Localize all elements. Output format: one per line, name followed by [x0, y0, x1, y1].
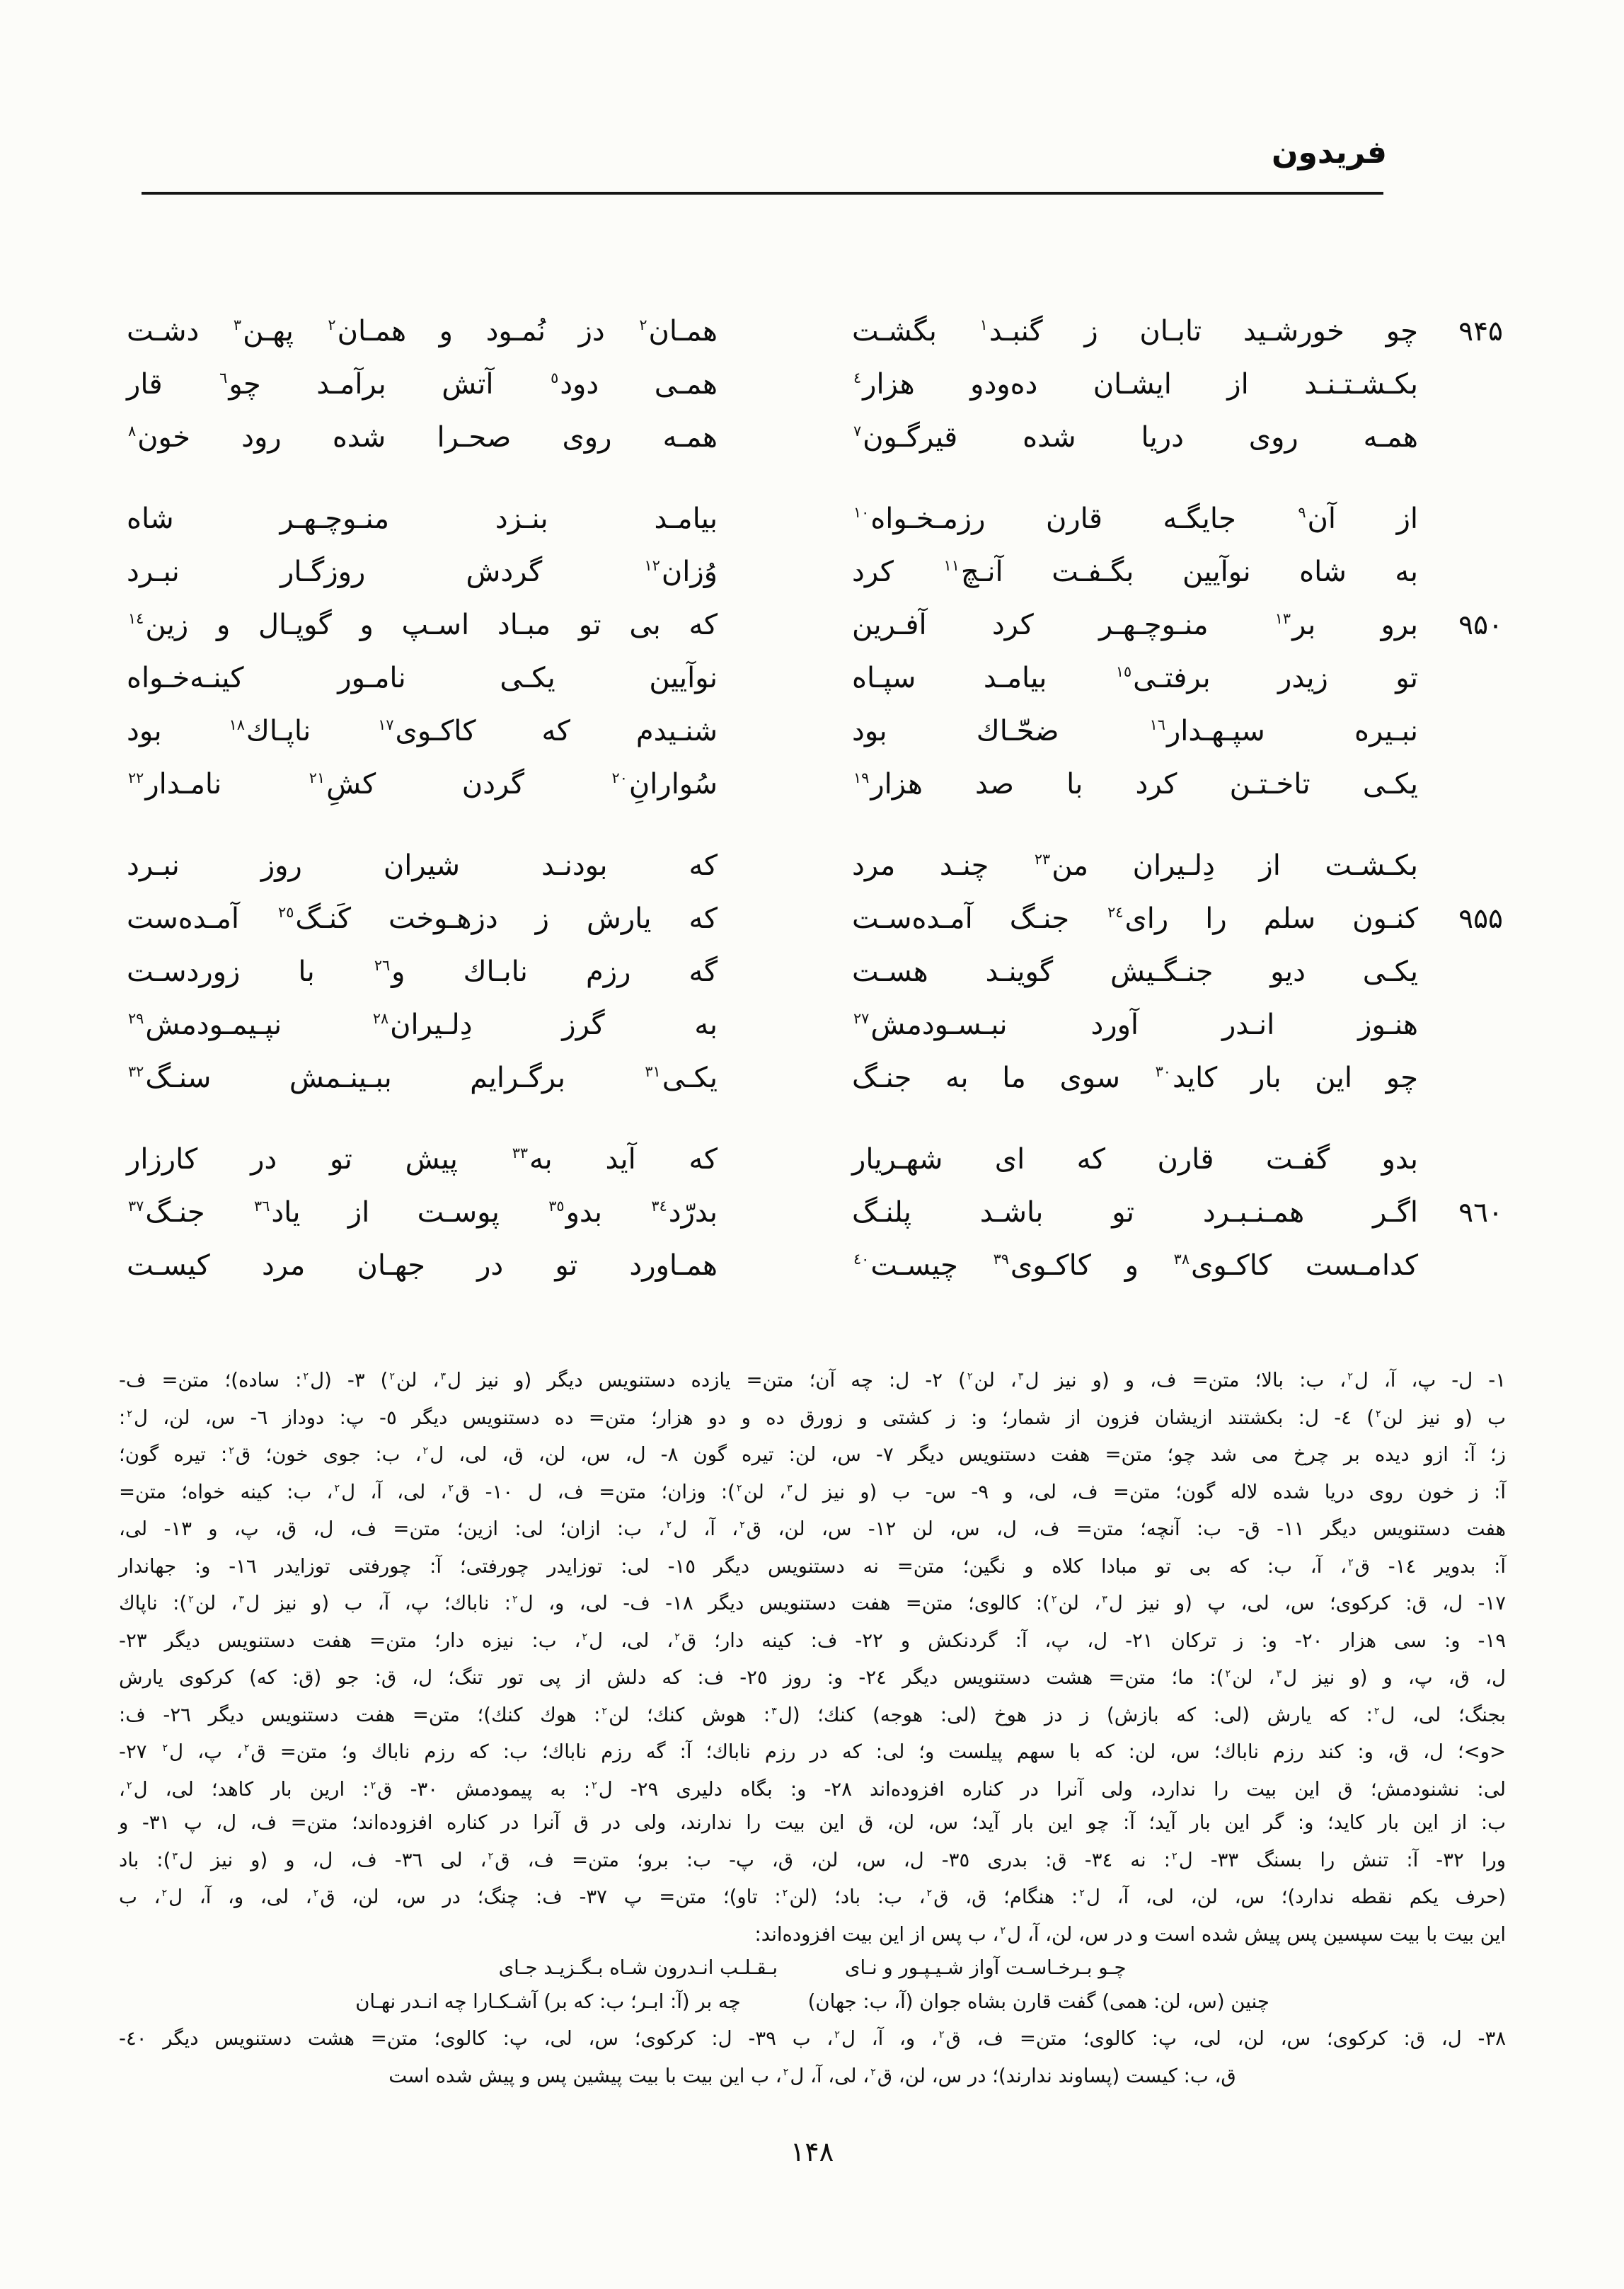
footnote-ref: ٢: [739, 1520, 745, 1531]
footnote-ref: ٢: [389, 1371, 396, 1382]
hemistich-right: کنـون سلم را رای$^{٢٤}$ جنـگ آمـده‌سـت: [852, 902, 1419, 935]
footnote-ref: ٤٠: [853, 1251, 870, 1268]
footnote-ref: ٢: [1051, 1594, 1057, 1605]
hemistich-left: به گرز دِلـیران$^{٢٨}$ نپـیمـودمش$^{٢٩}$: [128, 1009, 718, 1041]
footnote-line: بجنگ؛ لی، ل$^٢$: که یارش (لی: که بازش) ز دز هوخ (لی: هوجه) کنك؛ (ل$^٣$: هوش کنك؛ لن$^٢$: هوك کنك)؛ متن= هفت دستنویس دیگر ٢٦- ف:: [119, 1703, 1506, 1726]
verse-row: [117, 662, 1507, 715]
footnote-ref: ٢: [1225, 1668, 1231, 1680]
hemistich-right: بکـشـتـنـد از ایشـان ده‌ودو هزار$^٤$: [853, 368, 1418, 401]
verse-row: [117, 368, 1507, 421]
hemistich-left: وُزان$^{١٢}$ گردش روزگـار نبـرد: [127, 556, 718, 588]
footnote-ref: ١٣: [1274, 610, 1291, 628]
footnote-ref: ٢: [161, 1888, 168, 1899]
poem-section: [117, 315, 1507, 1302]
footnote-line: لی: نشنودمش؛ ق این بیت را ندارد، ولی آنرا در کناره افزوده‌اند ٢٨- و: بگاه دلیری ٢٩- ل$^٢$: به پیمودمش ٣٠- ق$^٢$: ارین بار کاهد؛ لی، ل$^٢$،: [119, 1777, 1506, 1801]
footnote-ref: ٣٢: [128, 1063, 144, 1081]
footnotes-block: [119, 1360, 1506, 2093]
verse-group: [117, 503, 1507, 821]
hemistich-right: هنـوز انـدر آورد نبـسـودمش$^{٢٧}$: [853, 1009, 1418, 1041]
footnote-ref: ٢: [1347, 1371, 1353, 1382]
footnote-line: <و>؛ ل، ق، و: کند رزم ناباك؛ س، لن: که با سهم پیلست و؛ لی: که در رزم ناباك؛ آ: گه رزم ناباك؛ ب: که رزم ناباك و؛ متن= ق$^٢$، پ، ل$^٢$ ٢٧-: [119, 1740, 1506, 1763]
footnote-ref: ٢: [126, 1779, 132, 1791]
footnote-ref: ٢٦: [374, 957, 391, 975]
footnote-line: ١- ل- پ، آ، ل$^٢$، ب: بالا؛ متن= ف، و (و نیز ل$^٣$، لن$^٢$) ٢- ل: چه آن؛ متن= یازده دستنویس دیگر (و نیز ل$^٣$، لن$^٢$) ٣- (ل$^٢$: ساده)؛ متن= ف-: [119, 1369, 1506, 1392]
footnote-ref: ٢٣: [1034, 851, 1051, 868]
footnote-couplet-right: چـو بـرخـاسـت آواز شـیـپـور و نـای: [845, 1956, 1127, 1979]
hemistich-right: به شاه نوآیین بگـفـت آنـچ$^{١١}$ کرد: [852, 556, 1419, 588]
footnote-ref: ٢: [834, 2029, 840, 2041]
footnote-ref: ٣٧: [128, 1198, 144, 1215]
footnote-ref: ٣: [238, 1594, 245, 1605]
footnote-ref: ١٥: [1115, 663, 1132, 681]
page-number: ١۴٨: [790, 2136, 834, 2167]
footnote-ref: ٢: [1000, 1924, 1006, 1937]
hemistich-left: که یارش ز دزهـوخت کَنـگ$^{٢٥}$ آمـده‌ست: [127, 902, 718, 935]
verse-number: ٩٦٠: [1458, 1197, 1503, 1229]
verse-row: [117, 849, 1507, 902]
footnote-ref: ٢٩: [128, 1010, 144, 1028]
footnote-ref: ٢: [1376, 1408, 1381, 1420]
footnote-ref: ٢: [674, 1631, 680, 1643]
footnote-line: ٣٨- ل، ق: کرکوی؛ س، لن، لی، پ: کالوی؛ متن= ف، ق$^٢$، و، آ، ل$^٢$، ب ٣٩- ل: کرکوی؛ س، لی، پ: کالوی؛ متن= هشت دستنویس دیگر ٤٠-: [119, 2027, 1506, 2050]
hemistich-right: بدو گفـت قارن که ای شهـریار: [852, 1143, 1418, 1176]
footnote-line: ١٧- ل، ق: کرکوی؛ س، لی، پ (و نیز ل$^٣$، لن$^٢$): کالوی؛ متن= هفت دستنویس دیگر ١٨- ف- لی، و، ل$^٢$: ناباك؛ پ، آ، ب (و نیز ل$^٣$، لن$^٢$): ناپاك: [119, 1592, 1506, 1614]
footnote-ref: ١٢: [644, 557, 660, 575]
hemistich-left: که آید به$^{٣٣}$ پیش تو در کارزار: [127, 1143, 718, 1176]
footnote-ref: ٢٧: [853, 1010, 870, 1028]
footnote-ref: ٣١: [645, 1063, 661, 1081]
footnote-ref: ٣٤: [651, 1198, 667, 1215]
hemistich-left: نوآیین یکـی نامـور کینـه‌خـواه: [127, 662, 718, 694]
footnote-ref: ٢٢: [128, 769, 144, 787]
footnote-ref: ٢: [243, 1743, 250, 1754]
footnote-ref: ٣٥: [548, 1198, 565, 1215]
footnote-ref: ٢: [488, 1850, 494, 1862]
footnote-ref: ١: [979, 316, 988, 334]
verse-group: [117, 1143, 1507, 1302]
footnote-ref: ٣: [440, 1371, 447, 1382]
footnote-ref: ٢: [1374, 1705, 1380, 1717]
footnote-ref: ٢: [783, 2066, 789, 2078]
verse-row: [117, 1062, 1507, 1115]
hemistich-right: چو خورشـید تابـان ز گنبـد$^١$ بگشـت: [852, 315, 1418, 348]
hemistich-right: یکـی دیو جنـگـیش گوینـد هسـت: [852, 956, 1418, 988]
hemistich-right: کدامـست کاکـوی$^{٣٨}$ و کاکـوی$^{٣٩}$ چیسـت$^{٤٠}$: [853, 1249, 1418, 1282]
hemistich-right: یکـی تاخـتـن کرد با صد هزار$^{١٩}$: [853, 768, 1418, 801]
footnote-line: آ: بدویر ١٤- ق$^٢$، آ، ب: که بی تو مبادا کلاه و نگین؛ متن= نه دستنویس دیگر ١٥- لی: توزایدر چورفتی؛ آ: چورفتی توزایدر ١٦- و: جهاندار: [119, 1554, 1507, 1578]
footnote-ref: ٣٠: [1155, 1063, 1171, 1081]
footnote-ref: ٢: [370, 1779, 376, 1791]
footnote-ref: ٥: [551, 369, 559, 387]
footnote-ref: ٢: [1079, 1888, 1085, 1899]
footnote-line: ز؛ آ: ازو دیده بر چرخ می شد چو؛ متن= هفت دستنویس دیگر ٧- س، لن: تیره گون ٨- ل، س، لن، ق، لی، ل$^٢$، ب: جوی خون؛ ق$^٢$: تیره گون؛: [119, 1443, 1506, 1466]
footnote-ref: ٢: [592, 1779, 597, 1791]
footnote-line: ل، ق، پ، و (و نیز ل$^٣$، لن$^٢$): ما؛ متن= هشت دستنویس دیگر ٢٤- و: روز ٢٥- ف: که دلش از پی تور تنگ؛ ل، ق: جو (ق: که) کرکوی یارش: [119, 1666, 1506, 1689]
verse-row: [117, 768, 1507, 821]
footnote-ref: ٣: [771, 1705, 777, 1717]
footnote-ref: ٢: [334, 1482, 340, 1494]
verse-row: [117, 609, 1507, 662]
footnote-ref: ١٨: [229, 716, 245, 734]
verse-row: [117, 956, 1507, 1009]
footnote-ref: ٢: [639, 316, 647, 334]
header-rule: [142, 192, 1383, 195]
footnote-line: ق، ب: کیست (پساوند ندارند)؛ در س، لن، ق$^٢$، لی، آ، ل$^٢$، ب این بیت با بیت پیشین پس و پیش شده است: [388, 2064, 1236, 2087]
footnote-ref: ٢: [229, 1445, 234, 1457]
hemistich-right: اگـر همـنـبـرد تو باشـد پلنـگ: [852, 1196, 1418, 1229]
footnote-ref: ٤: [853, 369, 862, 387]
footnote-ref: ٢: [870, 2066, 876, 2078]
footnote-ref: ٣: [1102, 1594, 1107, 1605]
footnote-ref: ١٦: [1149, 716, 1165, 734]
verse-number: ٩۴۵: [1458, 316, 1503, 348]
footnote-ref: ٢: [967, 1371, 973, 1382]
footnote-ref: ١٠: [853, 504, 870, 522]
footnote-ref: ٢: [601, 1705, 608, 1717]
footnote-ref: ٣٨: [1173, 1251, 1190, 1268]
footnote-ref: ٢٥: [278, 904, 294, 922]
footnote-ref: ١٧: [378, 716, 394, 734]
verse-row: [117, 1196, 1507, 1249]
verse-number: ٩۵٠: [1458, 609, 1503, 641]
footnote-ref: ٨: [128, 423, 137, 440]
footnote-ref: ٢: [313, 1888, 319, 1899]
hemistich-left: که بودنـد شیران روز نبـرد: [127, 849, 718, 882]
verse-row: [117, 503, 1507, 556]
footnote-ref: ٢: [328, 316, 336, 334]
footnote-ref: ٦: [219, 369, 228, 387]
footnote-ref: ٣٦: [254, 1198, 270, 1215]
hemistich-left: یکـی$^{٣١}$ برگـرایم ببـینـمش سنـگ$^{٣٢}$: [128, 1062, 718, 1094]
hemistich-left: بیامـد بنـزد منـوچـهـر شاه: [127, 503, 718, 535]
verse-number: ٩۵۵: [1458, 903, 1503, 935]
footnote-ref: ٣: [1018, 1371, 1024, 1382]
verse-group: [117, 849, 1507, 1115]
hemistich-right: برو بر$^{١٣}$ منـوچـهـر کرد آفـرین: [852, 609, 1418, 641]
verse-row: [117, 715, 1507, 768]
footnote-quoted-couplet: [119, 1951, 1506, 1985]
hemistich-left: همـه روی صحـرا شده رود خون$^٨$: [128, 421, 718, 454]
footnote-line: (حرف یکم نقطه ندارد)؛ س، لن، لی، آ، ل$^٢$: هنگام؛ ق، ق$^٢$، ب: باد؛ (لن$^٢$: تاو)؛ متن= پ ٣٧- ف: چنگ؛ در س، لن، ق$^٢$، لی، و، آ، ل$^٢$، ب: [119, 1886, 1506, 1908]
footnote-ref: ٢: [512, 1594, 518, 1605]
hemistich-left: همـان$^٢$ دز نُمـود و همـان$^٢$ پهـن$^٣$ دشـت: [127, 315, 718, 348]
footnote-ref: ٢: [1347, 1556, 1354, 1568]
footnote-ref: ٣٣: [512, 1144, 529, 1162]
footnote-ref: ٣: [233, 316, 242, 334]
footnote-ref: ٢: [666, 1520, 672, 1531]
hemistich-right: بکـشـت از دِلـیران من$^{٢٣}$ چنـد مرد: [852, 849, 1418, 882]
footnote-couplet-left: بـقـلـب انـدرون شـاه بـگـزیـد جـای: [498, 1956, 778, 1979]
footnote-line: ب (و نیز لن$^٢$) ٤- ل: بکشتند ازیشان فزون از شمار؛ و: ز کشتی و زورق ده و دو هزار؛ متن= ده دستنویس دیگر ٥- پ: دوداز ٦- س، لن، ل$^٢$:: [119, 1406, 1507, 1429]
footnote-line: ١٩- و: سی هزار ٢٠- و: ز ترکان ٢١- ل، پ، آ: گردنکش و ٢٢- ف: کینه دار؛ ق$^٢$، لی، ل$^٢$، ب: نیزه دار؛ متن= هفت دستنویس دیگر ٢٣-: [119, 1629, 1507, 1652]
footnote-ref: ٢: [1172, 1850, 1177, 1862]
page-title: فریدون: [1271, 134, 1387, 171]
footnote-ref: ١١: [943, 557, 960, 575]
footnote-ref: ٢: [448, 1482, 454, 1494]
verse-group: [117, 315, 1507, 474]
footnote-ref: ٧: [853, 423, 862, 440]
footnote-ref: ١٤: [128, 610, 144, 628]
footnote-ref: ٢٨: [372, 1010, 389, 1028]
footnote-couplet-left: چه بر (آ: ابـر؛ ب: که بر) آشـکـارا چه انـدر نهـان: [355, 1990, 741, 2013]
hemistich-left: که بی تو مبـاد اسـپ و گوپـال و زین$^{١٤}$: [128, 609, 718, 641]
footnote-line: این بیت با بیت سپسین پس پیش شده است و در س، لن، آ، ل$^٢$، ب پس از این بیت افزوده‌اند:: [754, 1922, 1506, 1946]
footnote-line: ورا ٣٢- آ: تنش را بسنگ ٣٣- ل$^٢$: نه ٣٤- ق: بدری ٣٥- ل، س، لن، ق، پ- ب: برو؛ متن= ف، ق$^٢$، لی ٣٦- ف، ل، و (و نیز ل$^٣$): باد: [119, 1848, 1506, 1871]
footnote-ref: ٣: [1276, 1668, 1282, 1680]
footnote-ref: ٢: [782, 1888, 788, 1899]
hemistich-left: شنـیدم که کاکـوی$^{١٧}$ ناپـاك$^{١٨}$ بود: [127, 715, 718, 747]
footnote-couplet-right: چنین (س، لن: همی) گفت قارن بشاه جوان (آ، ب: جهان): [807, 1990, 1269, 2013]
hemistich-left: همـاورد تو در جهـان مرد کیسـت: [127, 1249, 718, 1282]
hemistich-right: از آن$^٩$ جایگـه قارن رزمـخـواه$^{١٠}$: [853, 503, 1418, 535]
footnote-ref: ٢: [926, 1888, 933, 1899]
footnote-line: ب: از این بار کاید؛ و: گر این بار آید؛ آ: چو این بار آید؛ س، لن، ق این بیت را ندارند، ولی در ق آنرا در کناره افزوده‌اند؛ متن= ف، ل، پ ٣١- و: [119, 1811, 1506, 1834]
footnote-ref: ٢: [303, 1371, 309, 1382]
footnote-ref: ٣: [787, 1482, 793, 1494]
hemistich-right: چو این بار کاید$^{٣٠}$ سوی ما به جنـگ: [852, 1062, 1418, 1094]
hemistich-right: نبـیره سپـهـدار$^{١٦}$ ضحّـاك بود: [852, 715, 1419, 747]
verse-row: [117, 1009, 1507, 1062]
footnote-ref: ٣: [172, 1850, 178, 1862]
hemistich-left: بدرّد$^{٣٤}$ بدو$^{٣٥}$ پوسـت از یاد$^{٣٦}$ جنـگ$^{٣٧}$: [128, 1196, 718, 1229]
hemistich-left: همـی دود$^٥$ آتش برآمـد چو$^٦$ قار: [127, 368, 718, 401]
hemistich-right: همـه روی دریا شده قیرگـون$^٧$: [853, 421, 1418, 454]
footnote-ref: ٢: [422, 1445, 429, 1457]
verse-row: [117, 421, 1507, 474]
footnote-ref: ٢: [582, 1631, 588, 1643]
hemistich-right: تو زیدر برفتـی$^{١٥}$ بیامـد سپـاه: [852, 662, 1418, 694]
verse-row: [117, 1143, 1507, 1196]
footnote-ref: ٩: [1298, 504, 1306, 522]
footnote-ref: ٢: [938, 2029, 945, 2041]
footnote-ref: ٣٩: [993, 1251, 1009, 1268]
verse-row: [117, 902, 1507, 956]
footnote-line: آ: ز خون روی دریا شده لاله گون؛ متن= ف، لی، و ٩- س- ب (و نیز ل$^٣$، لن$^٢$): وزان؛ متن= ف، ل ١٠- ق$^٢$، لی، آ، ل$^٢$، ب: کینه خواه؛ متن=: [119, 1480, 1506, 1503]
footnote-ref: ٢٠: [611, 769, 628, 787]
verse-row: [117, 556, 1507, 609]
footnote-ref: ٢: [188, 1594, 194, 1605]
hemistich-left: سُوارانِ$^{٢٠}$ گردن کشِ$^{٢١}$ نامـدار$^{٢٢}$: [128, 768, 718, 801]
footnote-line: هفت دستنویس دیگر ١١- ق- ب: آنچه؛ متن= ف، ل، س، لن ١٢- س، لن، ق$^٢$، آ، ل$^٢$، ب: ازان؛ لی: ازین؛ متن= ف، ل، ق، پ، و ١٣- لی،: [119, 1518, 1507, 1540]
hemistich-left: گه رزم نابـاك و$^{٢٦}$ با زوردسـت: [127, 956, 718, 988]
footnote-ref: ١٩: [853, 769, 870, 787]
verse-row: [117, 1249, 1507, 1302]
verse-row: [117, 315, 1507, 368]
footnote-ref: ٢٤: [1107, 904, 1124, 922]
footnote-ref: ٢: [162, 1743, 168, 1754]
footnote-ref: ٢: [736, 1482, 742, 1494]
footnote-ref: ٢: [127, 1408, 132, 1420]
footnote-ref: ٢١: [309, 769, 326, 787]
footnote-quoted-couplet: [119, 1985, 1506, 2019]
